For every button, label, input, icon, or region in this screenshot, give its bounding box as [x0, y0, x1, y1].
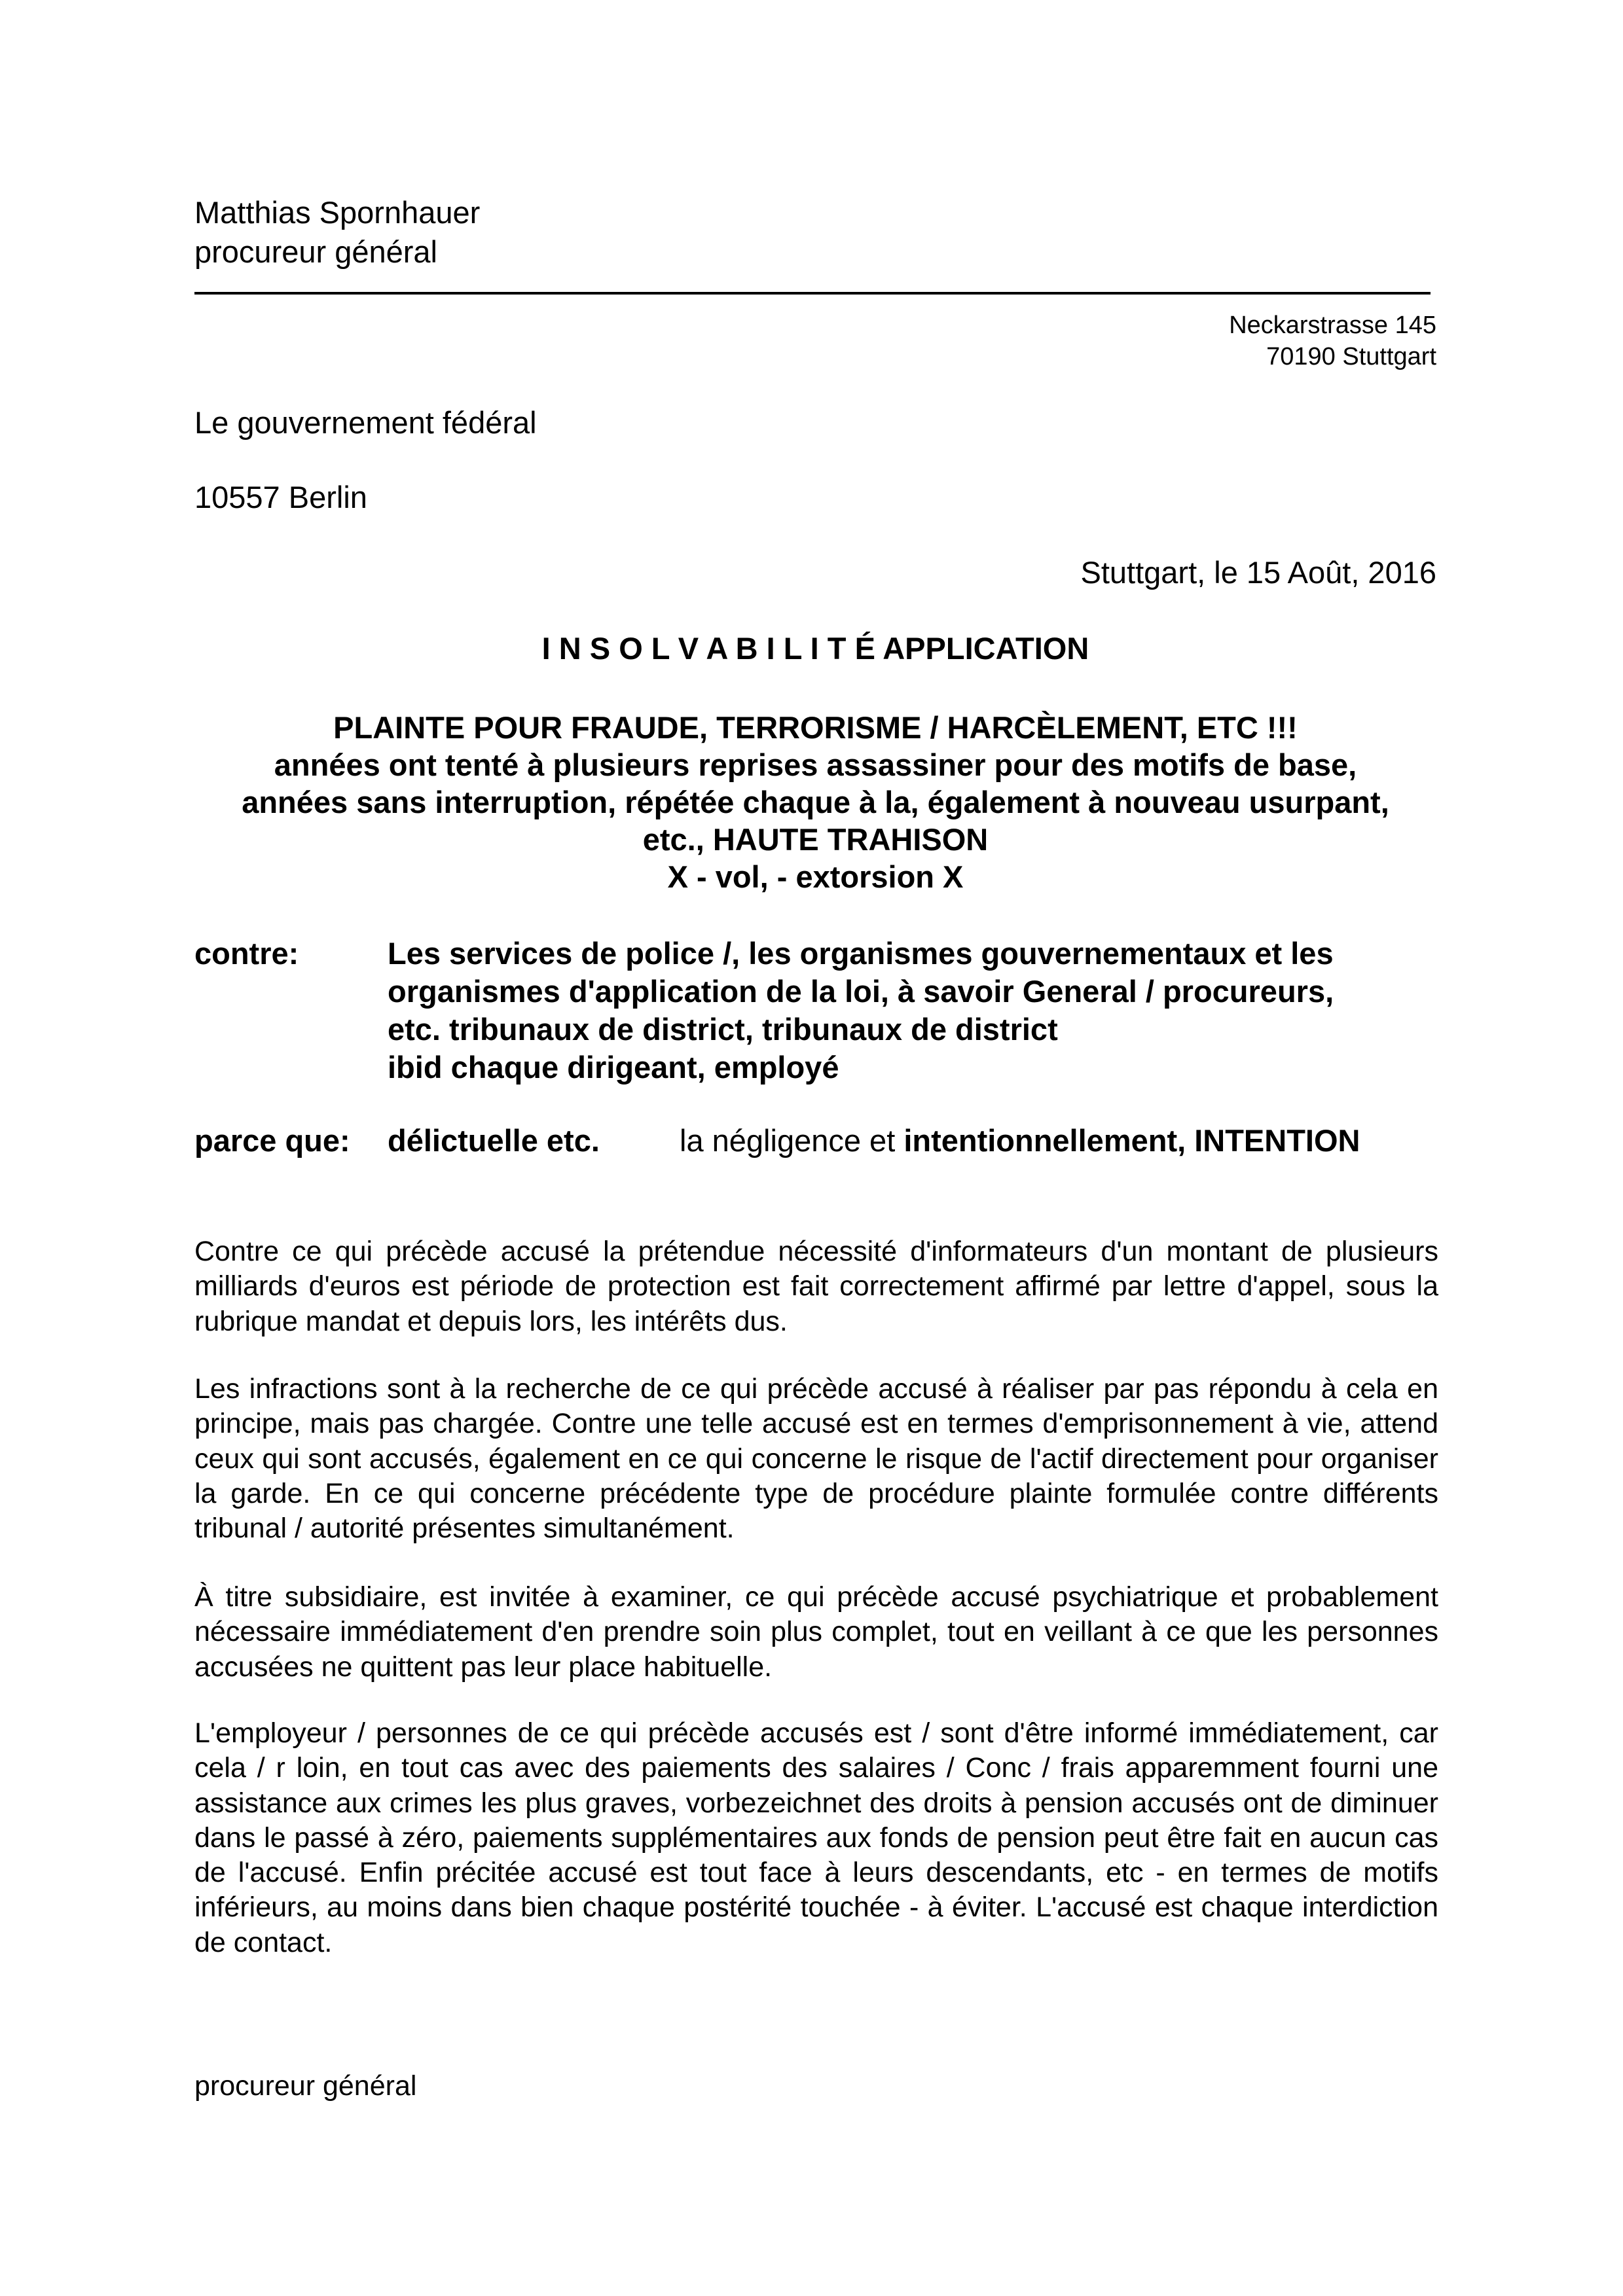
body-paragraph: Contre ce qui précède accusé la prétendue nécessité d'informateurs d'un montant de plusieurs milliards d'euros est période de protection est fait correctement affirmé par lettre d'appel, sous la rubrique mandat et depuis lors, les intérêts dus.	[194, 1236, 1438, 1337]
against-line: etc. tribunaux de district, tribunaux de district	[388, 1012, 1058, 1047]
letter-date: Stuttgart, le 15 Août, 2016	[1080, 555, 1436, 590]
against-label: contre:	[194, 936, 299, 971]
complaint-line: années ont tenté à plusieurs reprises assassiner pour des motifs de base,	[274, 747, 1357, 782]
sender-name: Matthias Spornhauer	[194, 195, 481, 230]
because-detail	[680, 1122, 1360, 1160]
against-line: ibid chaque dirigeant, employé	[388, 1050, 839, 1085]
recipient-name: Le gouvernement fédéral	[194, 405, 537, 440]
complaint-line: X - vol, - extorsion X	[667, 859, 964, 894]
recipient-city: 10557 Berlin	[194, 480, 367, 514]
document-heading: I N S O L V A B I L I T É APPLICATION	[541, 631, 1089, 666]
complaint-line: PLAINTE POUR FRAUDE, TERRORISME / HARCÈLEMENT, ETC !!!	[333, 710, 1298, 745]
header-divider	[194, 292, 1431, 295]
sender-city: 70190 Stuttgart	[1266, 343, 1436, 370]
body-paragraph: Les infractions sont à la recherche de ce qui précède accusé à réaliser par pas répondu à cela en principe, mais pas chargée. Contre une telle accusé est en termes d'emprisonnement à vie, attend ceux qui sont accusés, également en ce qui concerne le risque de l'actif directement pour organiser la garde. En ce qui concerne précédente type de procédure plainte formulée contre différents tribunal / autorité présentes simultanément.	[194, 1373, 1438, 1545]
because-label: parce que:	[194, 1123, 350, 1158]
because-value: délictuelle etc.	[388, 1123, 600, 1158]
complaint-line: années sans interruption, répétée chaque à la, également à nouveau usurpant,	[242, 785, 1389, 819]
against-line: Les services de police /, les organismes gouvernementaux et les	[388, 936, 1334, 971]
body-paragraph: L'employeur / personnes de ce qui précède accusés est / sont d'être informé immédiatement, car cela / r loin, en tout cas avec des paiements des salaires / Conc / frais apparemment fourni une assistance aux crimes les plus graves, vorbezeichnet des droits à pension accusés ont de diminuer dans le passé à zéro, paiements supplémentaires aux fonds de pension peut être fait en aucun cas de l'accusé. Enfin précitée accusé est tout face à leurs descendants, etc - en termes de motifs inférieurs, au moins dans bien chaque postérité touchée - à éviter. L'accusé est chaque interdiction de contact.	[194, 1717, 1438, 1958]
complaint-line: etc., HAUTE TRAHISON	[642, 822, 989, 857]
body-paragraph: À titre subsidiaire, est invitée à examiner, ce qui précède accusé psychiatrique et probablement nécessaire immédiatement d'en prendre soin plus complet, tout en veillant à ce que les personnes accusées ne quittent pas leur place habituelle.	[194, 1581, 1438, 1683]
sender-title: procureur général	[194, 234, 437, 269]
sender-street: Neckarstrasse 145	[1229, 312, 1436, 339]
because-detail-bold: intentionnellement, INTENTION	[903, 1123, 1360, 1158]
against-line: organismes d'application de la loi, à savoir General / procureurs,	[388, 974, 1334, 1009]
signature-title: procureur général	[194, 2070, 417, 2102]
because-detail-plain: la négligence et	[680, 1123, 904, 1158]
